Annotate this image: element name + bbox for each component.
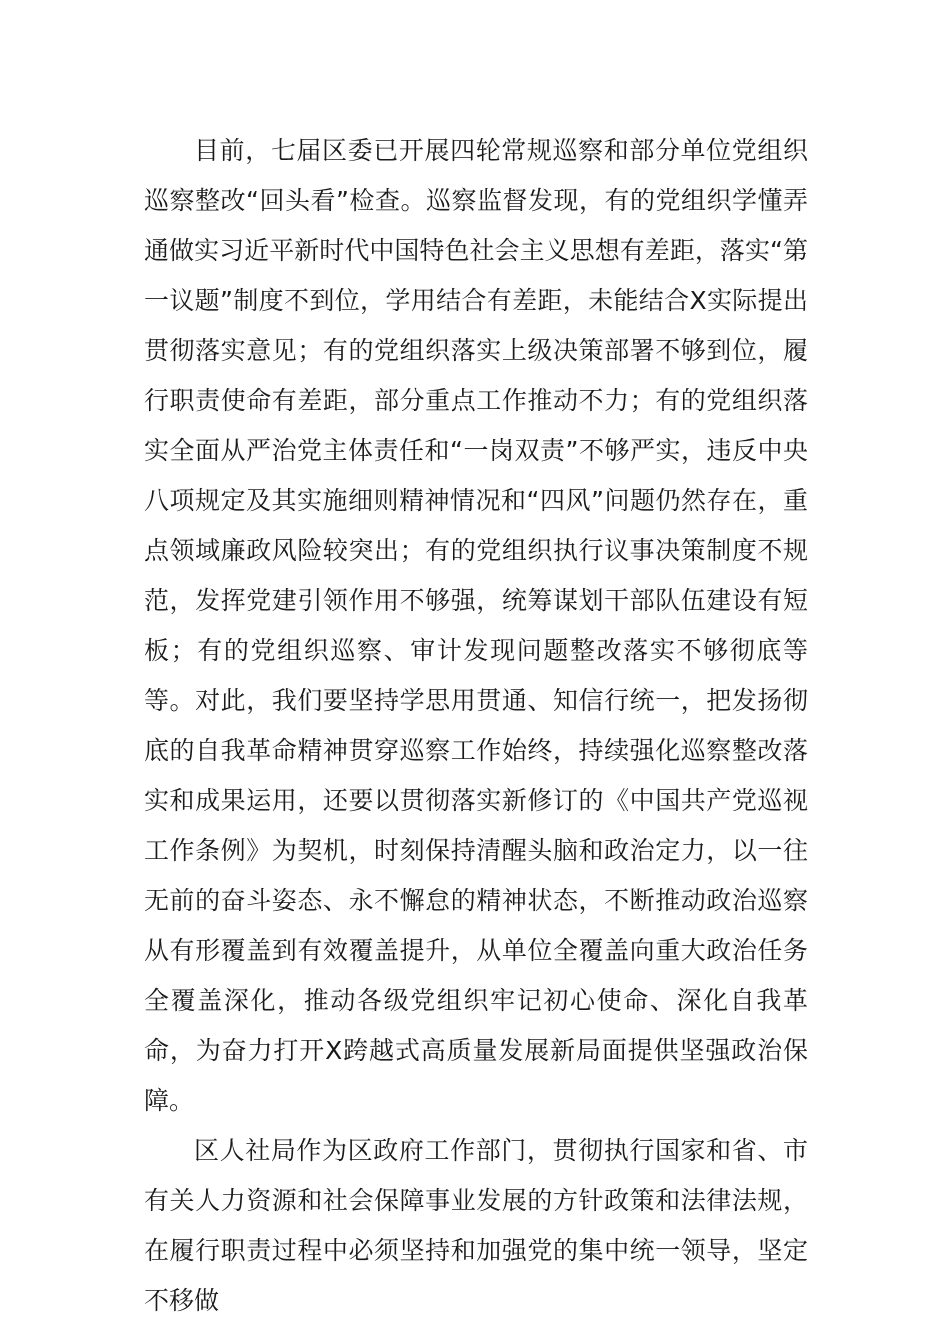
paragraph-hr-bureau: 区人社局作为区政府工作部门，贯彻执行国家和省、市有关人力资源和社会保障事业发展的方针政策和法律法规，在履行职责过程中必须坚持和加强党的集中统一领导，坚定不移做 bbox=[144, 1136, 808, 1315]
paragraph-inspection-findings: 目前，七届区委已开展四轮常规巡察和部分单位党组织巡察整改“回头看”检查。巡察监督发现，有的党组织学懂弄通做实习近平新时代中国特色社会主义思想有差距，落实“第一议题”制度不到位，学用结合有差距，未能结合X实际提出贯彻落实意见；有的党组织落实上级决策部署不够到位，履行职责使命有差距，部分重点工作推动不力；有的党组织落实全面从严治党主体责任和“一岗双责”不够严实，违反中央八项规定及其实施细则精神情况和“四风”问题仍然存在，重点领域廉政风险较突出；有的党组织执行议事决策制度不规范，发挥党建引领作用不够强，统筹谋划干部队伍建设有短板；有的党组织巡察、审计发现问题整改落实不够彻底等等。对此，我们要坚持学思用贯通、知信行统一，把发扬彻底的自我革命精神贯穿巡察工作始终，持续强化巡察整改落实和成果运用，还要以贯彻落实新修订的《中国共产党巡视工作条例》为契机，时刻保持清醒头脑和政治定力，以一往无前的奋斗姿态、永不懈怠的精神状态，不断推动政治巡察从有形覆盖到有效覆盖提升，从单位全覆盖向重大政治任务全覆盖深化，推动各级党组织牢记初心使命、深化自我革命，为奋力打开X跨越式高质量发展新局面提供坚强政治保障。 bbox=[144, 136, 808, 1115]
document-body bbox=[144, 126, 808, 1326]
